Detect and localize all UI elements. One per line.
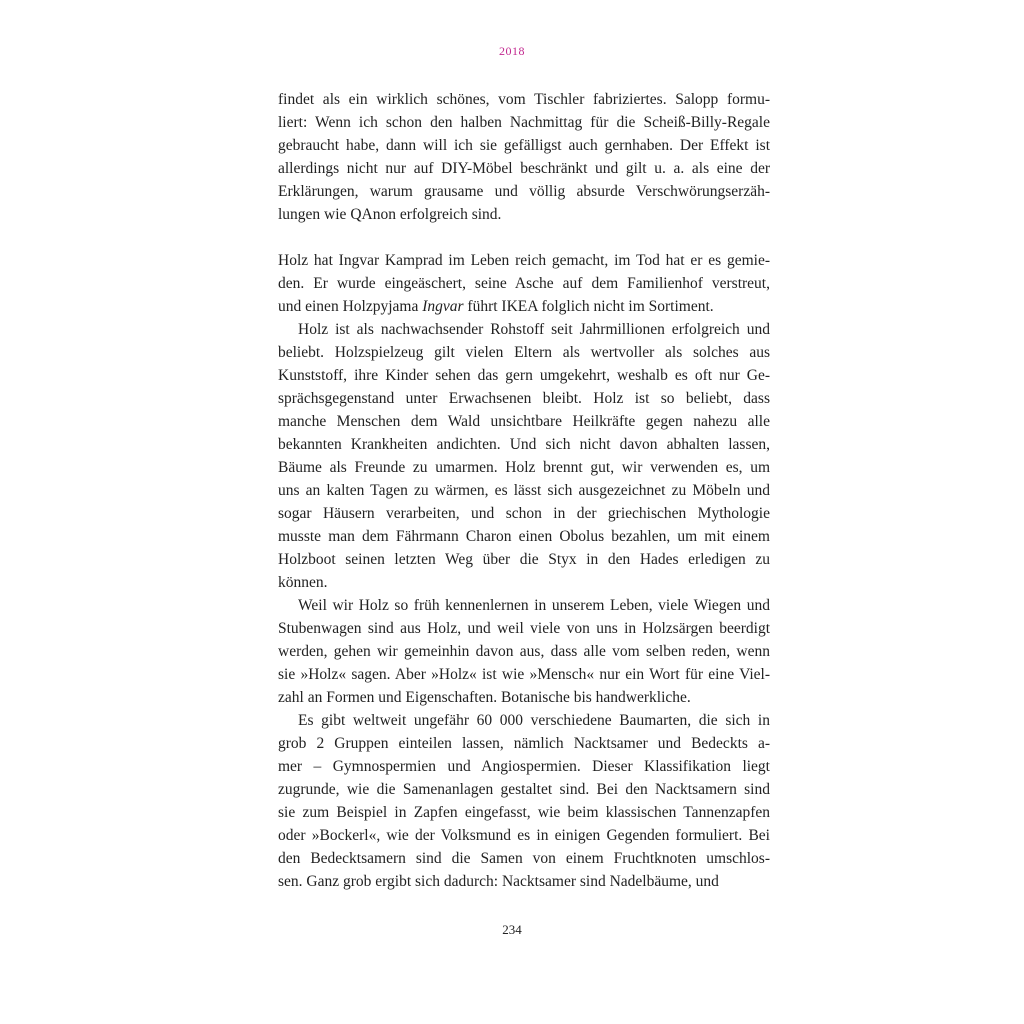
paragraph-gap: [278, 226, 770, 249]
text-line: Holz ist als nachwachsender Rohstoff seit Jahrmillionen erfolgreich und: [298, 321, 770, 338]
text-line: zugrunde, wie die Samenanlagen gestaltet sind. Bei den Nacktsamern sind: [278, 781, 770, 798]
text-line: findet als ein wirklich schönes, vom Tischler fabriziertes. Salopp formu-: [278, 91, 770, 108]
text-line: sie zum Beispiel in Zapfen eingefasst, wie beim klassischen Tannenzapfen: [278, 804, 770, 821]
paragraph: [278, 249, 770, 318]
paragraph: [278, 709, 770, 893]
running-head: 2018: [499, 44, 525, 58]
text-line: Bäume als Freunde zu umarmen. Holz brennt gut, wir verwenden es, um: [278, 459, 770, 476]
text-line: Holzboot seinen letzten Weg über die Styx in den Hades erledigen zu: [278, 551, 770, 568]
text-line: sprächsgegenstand unter Erwachsenen bleibt. Holz ist so beliebt, dass: [278, 390, 770, 407]
text-line: zahl an Formen und Eigenschaften. Botanische bis handwerkliche.: [278, 689, 691, 706]
text-line: oder »Bockerl«, wie der Volksmund es in einigen Gegenden formuliert. Bei: [278, 827, 770, 844]
text-line: beliebt. Holzspielzeug gilt vielen Eltern als wertvoller als solches aus: [278, 344, 770, 361]
text-line: Stubenwagen sind aus Holz, und weil viele von uns in Holzsärgen beerdigt: [278, 620, 770, 637]
text-line: uns an kalten Tagen zu wärmen, es lässt sich ausgezeichnet zu Möbeln und: [278, 482, 770, 499]
text-line: den Bedecktsamern sind die Samen von einem Fruchtknoten umschlos-: [278, 850, 770, 867]
text-line: werden, gehen wir gemeinhin davon aus, dass alle vom selben reden, wenn: [278, 643, 770, 660]
paragraph: [278, 318, 770, 594]
paragraph: [278, 594, 770, 709]
text-line: lungen wie QAnon erfolgreich sind.: [278, 206, 502, 223]
text-line: musste man dem Fährmann Charon einen Obolus bezahlen, um mit einem: [278, 528, 770, 545]
text-line: Kunststoff, ihre Kinder sehen das gern umgekehrt, weshalb es oft nur Ge-: [278, 367, 770, 384]
text-line: manche Menschen dem Wald unsichtbare Heilkräfte gegen nahezu alle: [278, 413, 770, 430]
text-line: und einen Holzpyjama Ingvar führt IKEA folglich nicht im Sortiment.: [278, 298, 714, 315]
text-line: Es gibt weltweit ungefähr 60 000 verschiedene Baumarten, die sich in: [298, 712, 770, 729]
text-line: mer – Gymnospermien und Angiospermien. Dieser Klassifikation liegt: [278, 758, 770, 775]
text-line: Holz hat Ingvar Kamprad im Leben reich gemacht, im Tod hat er es gemie-: [278, 252, 770, 269]
text-line: gebraucht habe, dann will ich sie gefälligst auch gernhaben. Der Effekt ist: [278, 137, 770, 154]
text-line: sie »Holz« sagen. Aber »Holz« ist wie »Mensch« nur ein Wort für eine Viel-: [278, 666, 770, 683]
text-line: Weil wir Holz so früh kennenlernen in unserem Leben, viele Wiegen und: [298, 597, 770, 614]
text-line: können.: [278, 574, 328, 591]
text-line: allerdings nicht nur auf DIY-Möbel beschränkt und gilt u. a. als eine der: [278, 160, 770, 177]
text-line: Erklärungen, warum grausame und völlig absurde Verschwörungserzäh-: [278, 183, 770, 200]
text-line: den. Er wurde eingeäschert, seine Asche auf dem Familienhof verstreut,: [278, 275, 770, 292]
body-text: [278, 88, 770, 893]
text-line: sogar Häusern verarbeiten, und schon in der griechischen Mythologie: [278, 505, 770, 522]
paragraph: [278, 88, 770, 226]
text-line: liert: Wenn ich schon den halben Nachmittag für die Scheiß-Billy-Regale: [278, 114, 770, 131]
text-line: grob 2 Gruppen einteilen lassen, nämlich Nacktsamer und Bedeckts a-: [278, 735, 770, 752]
page-number: 234: [502, 922, 522, 937]
text-line: sen. Ganz grob ergibt sich dadurch: Nacktsamer sind Nadelbäume, und: [278, 873, 719, 890]
text-line: bekannten Krankheiten andichten. Und sich nicht davon abhalten lassen,: [278, 436, 770, 453]
